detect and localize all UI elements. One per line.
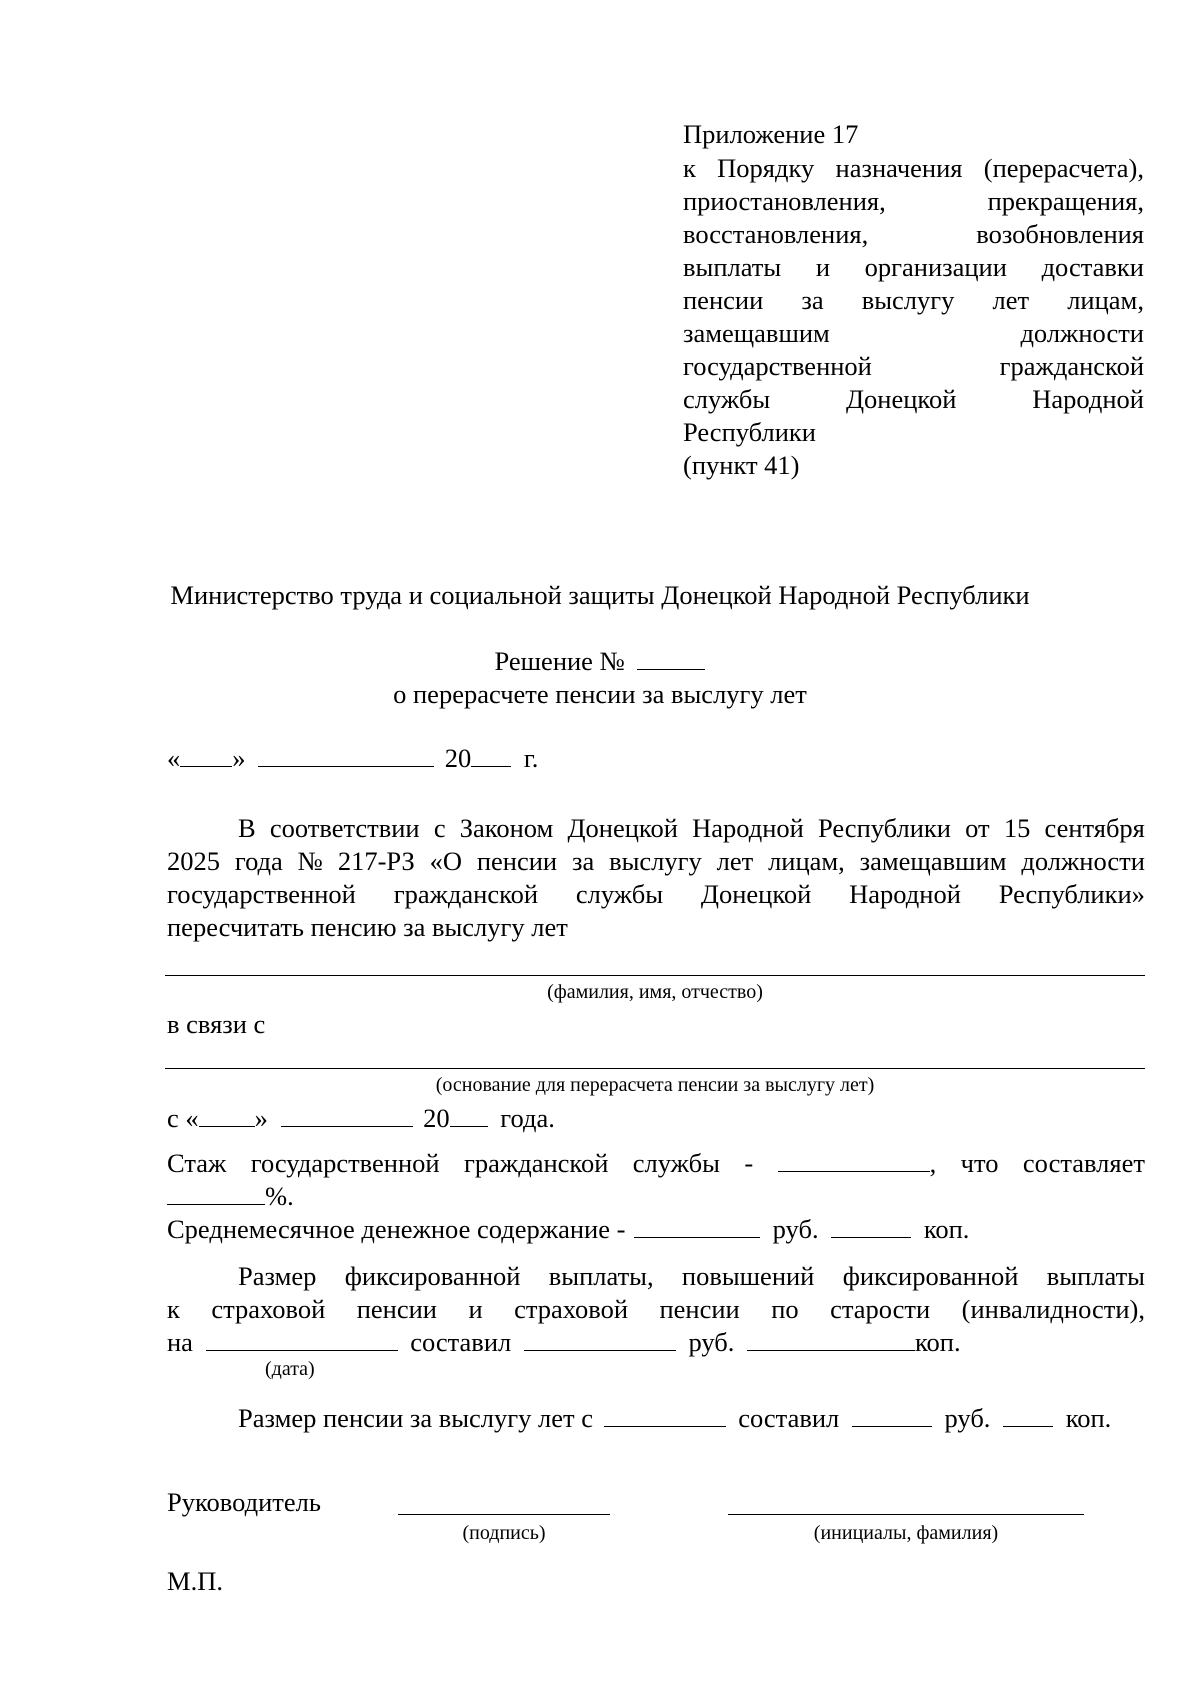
name-caption: (инициалы, фамилия) [813,1522,999,1544]
fixed-line-amount: на составил руб. коп. [167,1327,961,1357]
appendix-line-last: Республики [683,417,816,447]
sign-line [398,1514,610,1515]
decision-number [0,645,1200,678]
salary-line: Среднемесячное денежное содержание - руб. коп. [167,1214,970,1244]
fixed-date-blank [206,1328,398,1351]
pension-kop-blank [1003,1404,1053,1427]
appendix-clause: (пункт 41) [683,450,800,480]
year-blank [471,744,511,767]
ministry-title: Министерство труда и социальной защиты Донецкой Народной Республики [170,580,1030,610]
name-line [728,1514,1084,1515]
appendix-line: пенсии за выслугу лет лицам, [683,285,1144,315]
stamp-label: М.П. [167,1566,223,1596]
from-month-blank [281,1104,413,1127]
appendix-line: службы Донецкой Народной [683,384,1144,414]
basis-caption: (основание для перерасчета пенсии за выслугу лет) [435,1074,875,1096]
in-connection-label: в связи с [167,1009,266,1039]
body-line: государственной гражданской службы Донецкой Народной Республики» [167,879,1145,909]
body-line: 2025 года № 217-РЗ «О пенсии за выслугу лет лицам, замещавшим должности [167,846,1145,876]
appendix-title: Приложение 17 [683,119,859,149]
fixed-line: к страховой пенсии и страховой пенсии по старости (инвалидности), [167,1294,1145,1324]
fio-line [165,975,1145,976]
salary-kop-blank [831,1215,911,1238]
appendix-line: к Порядку назначения (перерасчета), [683,153,1144,183]
sign-caption: (подпись) [462,1522,546,1544]
fixed-line: Размер фиксированной выплаты, повышений фиксированной выплаты [238,1261,1145,1291]
decision-date: « » 20 г. [167,743,539,773]
decision-number-blank [637,647,705,670]
service-blank [778,1149,930,1172]
body-line: В соответствии с Законом Донецкой Народной Республики от 15 сентября [238,813,1145,843]
decision-number-label: Решение № [494,646,625,676]
appendix-line: замещавшим должности [683,318,1144,348]
fixed-date-caption: (дата) [265,1358,315,1380]
appendix-line: государственной гражданской [683,351,1144,381]
month-blank [258,744,434,767]
pension-from-blank [604,1404,726,1427]
from-date: с « » 20 года. [167,1103,555,1133]
salary-rub-blank [634,1215,760,1238]
appendix-line: приостановления, прекращения, [683,186,1144,216]
body-paragraph [167,812,1145,944]
appendix-line: выплаты и организации доставки [683,252,1144,282]
fixed-rub-blank [524,1328,676,1351]
percent-blank [167,1182,265,1205]
service-line: Стаж государственной гражданской службы - , что составляет [167,1148,1145,1178]
pension-rub-blank [852,1404,932,1427]
pension-line: Размер пенсии за выслугу лет с составил руб. коп. [238,1403,1112,1433]
percent-line: %. [167,1180,294,1213]
day-blank [180,744,232,767]
head-label: Руководитель [167,1487,321,1517]
from-day-blank [199,1104,255,1127]
body-last-line: пересчитать пенсию за выслугу лет [167,912,568,942]
fixed-paragraph [167,1260,1145,1359]
appendix-block [683,118,1144,482]
fixed-kop-blank [747,1328,915,1351]
from-year-blank [450,1104,488,1127]
basis-line [165,1068,1145,1069]
fio-caption: (фамилия, имя, отчество) [547,981,763,1003]
decision-subject: о перерасчете пенсии за выслугу лет [393,679,807,709]
appendix-line: восстановления, возобновления [683,219,1144,249]
